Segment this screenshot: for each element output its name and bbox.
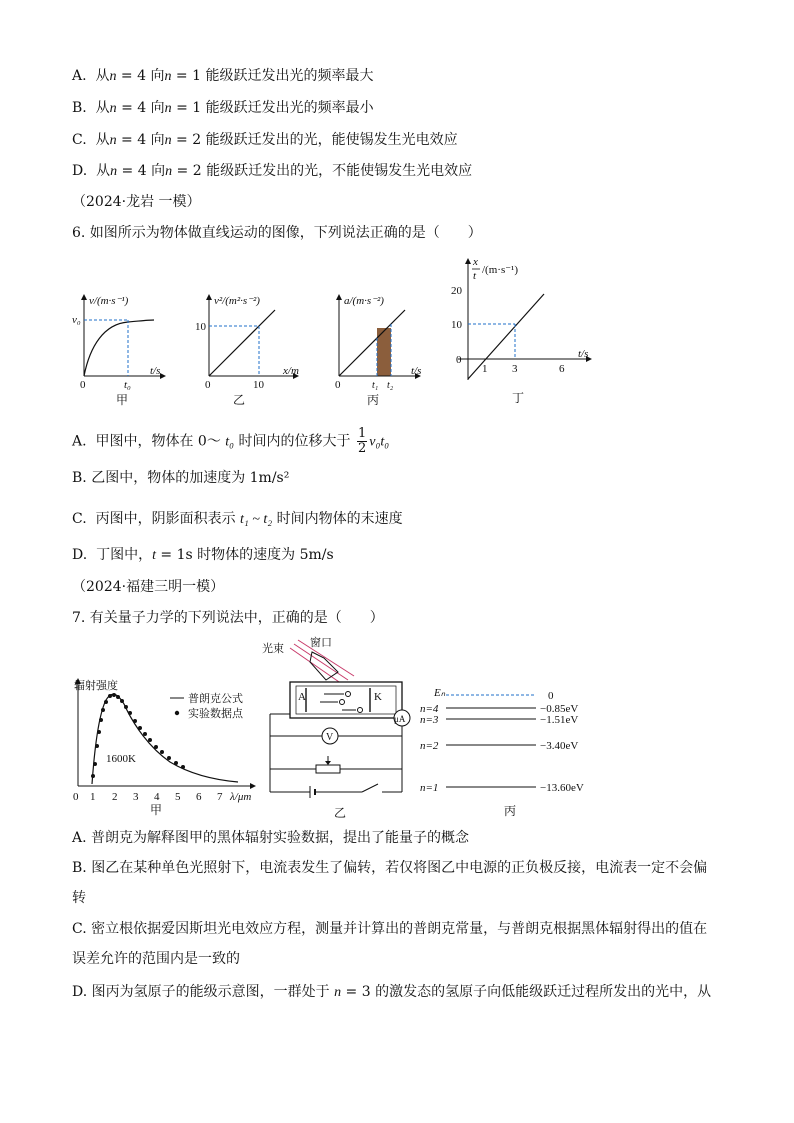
jia-x-tick: t₀ bbox=[124, 379, 131, 391]
q6-graph-jia bbox=[70, 288, 175, 408]
q6-option-a: A. 甲图中，物体在 0～ t₀ 时间内的位移大于 $\frac{1}{2}$ v₀t₀ bbox=[72, 426, 390, 456]
q6-graph-ding bbox=[448, 252, 598, 407]
x-tick-4: 4 bbox=[154, 791, 160, 803]
blackbody-xlabel: λ/μm bbox=[230, 791, 252, 803]
experimental-data-points bbox=[91, 693, 185, 778]
fraction-one-half: $\frac{1}{2}$ bbox=[357, 426, 367, 456]
bing-caption: 丙 bbox=[367, 393, 380, 407]
q5-option-c: C. 从n = 4 向n = 2 能级跃迁发出的光，能使锡发生光电效应 bbox=[72, 132, 458, 148]
bing-ylabel: a/(m·s⁻²) bbox=[344, 295, 384, 307]
yi-x-tick: 10 bbox=[253, 379, 264, 391]
yi-origin: 0 bbox=[205, 379, 211, 391]
window-label: 窗口 bbox=[310, 637, 332, 649]
jia-blackbody-caption: 甲 bbox=[150, 803, 163, 816]
q7-fig-yi-circuit bbox=[262, 632, 422, 822]
source-q7: （2024·福建三明一模） bbox=[72, 579, 225, 595]
level-2-n: n=2 bbox=[420, 740, 439, 752]
ding-ylabel-unit: /(m·s⁻¹) bbox=[482, 264, 518, 276]
ding-x-tick-3: 3 bbox=[512, 363, 518, 375]
ding-y-tick-0: 0 bbox=[456, 354, 462, 366]
q5-option-a: A. 从n = 4 向n = 1 能级跃迁发出光的频率最大 bbox=[72, 68, 374, 84]
x-tick-7: 7 bbox=[217, 791, 223, 803]
q7-stem: 7. 有关量子力学的下列说法中，正确的是（ ） bbox=[72, 610, 384, 626]
x-tick-5: 5 bbox=[175, 791, 181, 803]
jia-blackbody-ylabel: 辐射强度 bbox=[74, 680, 118, 692]
yi-y-tick: 10 bbox=[195, 321, 206, 333]
q6-stem: 6. 如图所示为物体做直线运动的图像，下列说法正确的是（ ） bbox=[72, 225, 482, 241]
ding-ylabel-den: t bbox=[473, 270, 477, 282]
bing-origin: 0 bbox=[335, 379, 341, 391]
q5-option-d: D. 从n = 4 向n = 2 能级跃迁发出的光，不能使锡发生光电效应 bbox=[72, 163, 473, 179]
voltmeter-label: V bbox=[326, 732, 334, 743]
level-2-energy: −3.40eV bbox=[540, 740, 579, 752]
yi-ylabel: v²/(m²·s⁻²) bbox=[214, 295, 260, 307]
bing-xlabel: t/s bbox=[411, 365, 422, 377]
q7-fig-jia-blackbody bbox=[70, 676, 265, 816]
jia-caption: 甲 bbox=[116, 393, 129, 407]
level-3-energy: −1.51eV bbox=[540, 714, 579, 726]
jia-y-tick: v₀ bbox=[72, 314, 81, 326]
q7-option-b: B. 图乙在某种单色光照射下，电流表发生了偏转，若仅将图乙中电源的正负极反接，电流表一定不会偏转 bbox=[72, 860, 708, 906]
level-1-n: n=1 bbox=[420, 782, 439, 794]
q6-graph-yi bbox=[195, 288, 315, 408]
ding-x-tick-6: 6 bbox=[559, 363, 565, 375]
ammeter-label: μA bbox=[394, 714, 406, 724]
ding-caption: 丁 bbox=[512, 391, 525, 405]
q7-fig-bing-energy-levels bbox=[416, 682, 616, 822]
en-label: Eₙ bbox=[434, 687, 446, 699]
q6-option-b: B. 乙图中，物体的加速度为 1m/s² bbox=[72, 470, 290, 486]
q6-graph-bing bbox=[325, 288, 440, 408]
bing-x-tick-2: t₂ bbox=[387, 380, 394, 391]
x-tick-1: 1 bbox=[90, 791, 96, 803]
level-4-n: n=4 bbox=[420, 703, 439, 715]
level-4-energy: −0.85eV bbox=[540, 703, 579, 715]
x-tick-2: 2 bbox=[112, 791, 118, 803]
yi-xlabel: x/m bbox=[283, 365, 299, 377]
cathode-label: K bbox=[374, 691, 382, 703]
ding-y-tick-20: 20 bbox=[451, 285, 462, 297]
ding-xlabel: t/s bbox=[578, 348, 589, 360]
light-beam-label: 光束 bbox=[262, 643, 284, 655]
ding-ylabel-num: x bbox=[473, 256, 478, 268]
bing-levels-caption: 丙 bbox=[504, 804, 517, 818]
level-1-energy: −13.60eV bbox=[540, 782, 584, 794]
yi-caption: 乙 bbox=[233, 393, 246, 407]
level-0-energy: 0 bbox=[548, 690, 554, 702]
source-q6: （2024·龙岩 一模） bbox=[72, 194, 201, 210]
yi-circuit-caption: 乙 bbox=[334, 806, 347, 820]
level-3-n: n=3 bbox=[420, 714, 439, 726]
anode-label: A bbox=[298, 691, 306, 703]
ding-y-tick-10: 10 bbox=[451, 319, 462, 331]
q7-option-d: D. 图丙为氢原子的能级示意图，一群处于 n = 3 的激发态的氢原子向低能级跃迁过程所发出的光中，从 bbox=[72, 984, 712, 1000]
bing-x-tick-1: t₁ bbox=[372, 380, 379, 391]
q6-option-c: C. 丙图中，阴影面积表示 t₁ ~ t₂ 时间内物体的末速度 bbox=[72, 511, 403, 527]
q7-option-c: C. 密立根依据爱因斯坦光电效应方程，测量并计算出的普朗克常量，与普朗克根据黑体辐射得出的值在误差允许的范围内是一致的 bbox=[72, 921, 708, 967]
temperature-label: 1600K bbox=[106, 753, 136, 765]
x-tick-3: 3 bbox=[133, 791, 139, 803]
x-tick-0: 0 bbox=[73, 791, 79, 803]
legend-planck: 普朗克公式 bbox=[188, 693, 243, 705]
x-tick-6: 6 bbox=[196, 791, 202, 803]
q7-option-a: A. 普朗克为解释图甲的黑体辐射实验数据，提出了能量子的概念 bbox=[72, 830, 470, 846]
ding-x-tick-1: 1 bbox=[482, 363, 488, 375]
jia-xlabel: t/s bbox=[150, 365, 161, 377]
jia-origin: 0 bbox=[80, 379, 86, 391]
q5-option-b: B. 从n = 4 向n = 1 能级跃迁发出光的频率最小 bbox=[72, 100, 374, 116]
jia-ylabel: v/(m·s⁻¹) bbox=[89, 295, 129, 307]
q6-option-d: D. 丁图中，t = 1s 时物体的速度为 5m/s bbox=[72, 547, 334, 563]
legend-experiment: 实验数据点 bbox=[188, 708, 243, 720]
